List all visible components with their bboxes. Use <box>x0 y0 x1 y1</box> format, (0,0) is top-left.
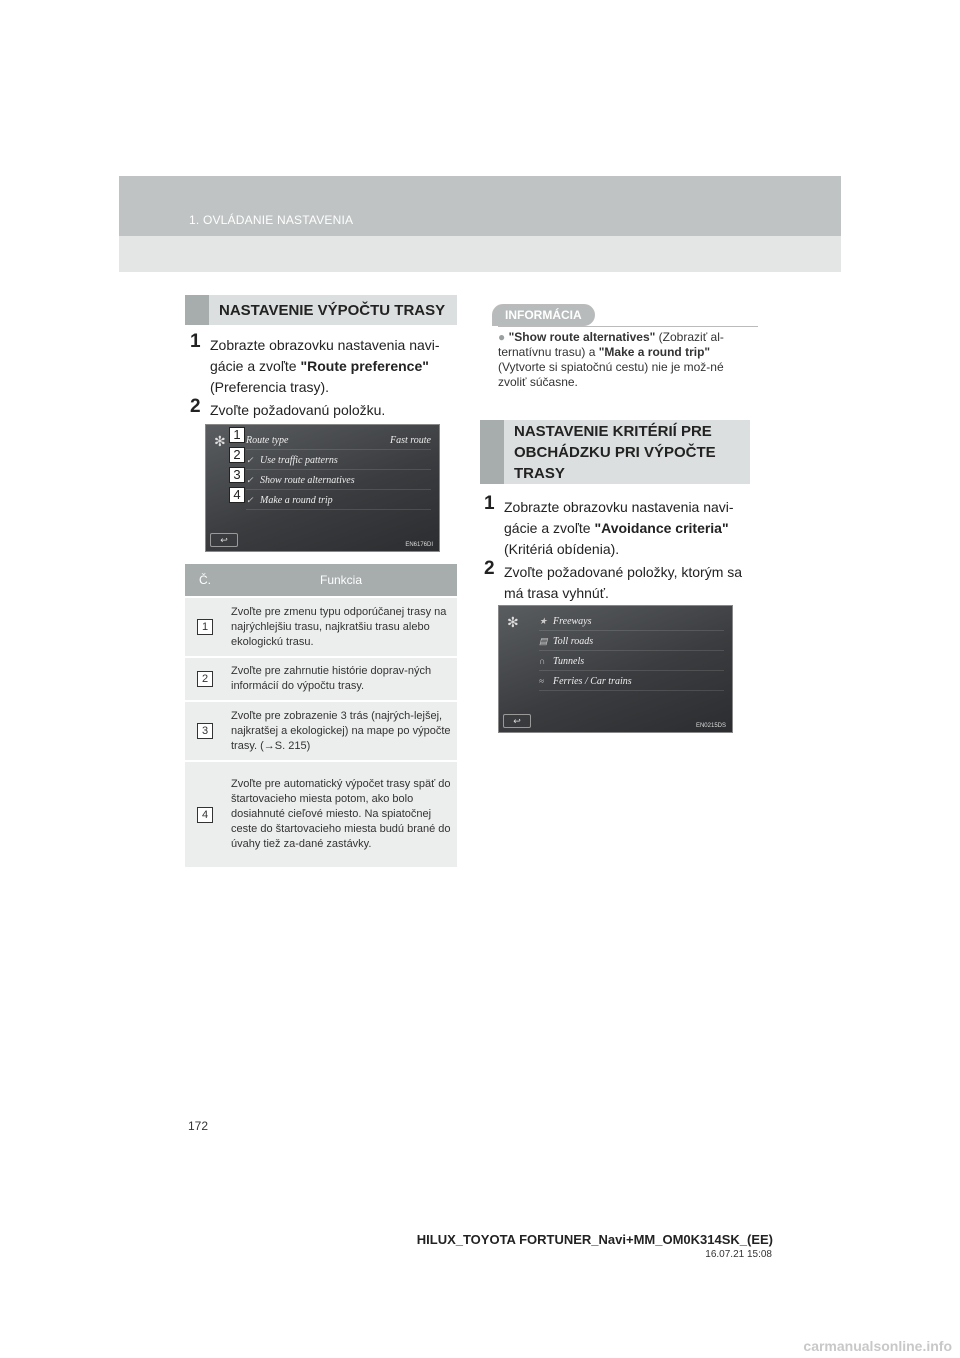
info-text <box>498 330 753 390</box>
info-divider <box>498 326 758 327</box>
toll-icon: ▤ <box>539 635 548 646</box>
left-heading-text: NASTAVENIE VÝPOČTU TRASY <box>219 301 446 319</box>
info-label: INFORMÁCIA <box>492 304 595 326</box>
back-arrow-icon: ↩ <box>503 714 531 728</box>
step-number: 2 <box>484 558 495 579</box>
right-step-1 <box>484 493 752 560</box>
image-code: EN0215DS <box>695 723 726 729</box>
site-watermark: carmanualsonline.info <box>803 1338 952 1354</box>
row-label: Toll roads <box>553 635 594 647</box>
row-label: Make a round trip <box>260 494 333 506</box>
page-number: 172 <box>188 1119 209 1133</box>
document-date: 16.07.21 15:08 <box>705 1249 772 1260</box>
step-number: 2 <box>190 396 201 417</box>
info-bold-1: "Show route alternatives" <box>508 330 656 344</box>
row-label: Ferries / Car trains <box>553 675 632 687</box>
check-icon: ✓ <box>246 494 254 505</box>
left-section-heading <box>185 295 457 325</box>
row-value: Fast route <box>389 434 431 446</box>
step-number: 1 <box>190 331 201 352</box>
info-bold-2: "Make a round trip" <box>598 345 711 359</box>
step-text-end: (Kritériá obídenia). <box>504 541 620 557</box>
callout-1: 1 <box>229 427 245 443</box>
avoidance-criteria-screenshot <box>498 605 733 733</box>
row-text: Zvoľte pre zobrazenie 3 trás (najrých-lejšej, najkratšej a ekologickej) na mape po výpočte trasy. (→S. 215) <box>225 701 457 761</box>
table-row <box>185 701 457 761</box>
row-number: 4 <box>185 761 225 867</box>
section-title: 1. OVLÁDANIE NASTAVENIA <box>189 213 354 227</box>
screen-row-round-trip <box>246 491 431 510</box>
info-text-2: (Vytvorte si spiatočnú cestu) nie je mož-né zvoliť súčasne. <box>498 360 724 389</box>
col-number-header: Č. <box>185 564 225 597</box>
gear-icon: ✻ <box>507 614 519 630</box>
row-text: Zvoľte pre automatický výpočet trasy späť do štartovacieho miesta potom, ako bolo dosiahnuté cieľové miesto. Na spiatočnej ceste do štartovacieho miesta budú brané do úvahy tiež za-dané zastávky. <box>225 761 457 867</box>
callout-3: 3 <box>229 467 245 483</box>
row-label: Tunnels <box>553 655 585 667</box>
info-text-1: (Zobraziť al-ternatívnu trasu) a <box>498 330 724 359</box>
callout-4: 4 <box>229 487 245 503</box>
freeway-icon: ★ <box>539 615 548 626</box>
left-step-1 <box>190 331 460 398</box>
screen-row-alternatives <box>246 471 431 490</box>
step-text: Zvoľte požadované položky, ktorým sa má trasa vyhnúť. <box>504 564 743 601</box>
screen-row-route-type <box>246 431 431 450</box>
right-section-heading <box>480 420 750 484</box>
back-arrow-icon: ↩ <box>210 533 238 547</box>
ferry-icon: ≈ <box>539 676 544 686</box>
screen-row-toll-roads <box>539 632 724 651</box>
row-label: Show route alternatives <box>260 474 355 486</box>
right-step-2 <box>484 558 752 604</box>
heading-bar <box>480 420 504 484</box>
row-text: Zvoľte pre zmenu typu odporúčanej trasy na najrýchlejšiu trasu, najkratšiu trasu alebo ekologickú trasu. <box>225 597 457 657</box>
table-row <box>185 657 457 701</box>
route-preference-screenshot <box>205 424 440 552</box>
callout-2: 2 <box>229 447 245 463</box>
header-band-lower <box>119 236 841 272</box>
row-text: Zvoľte pre zahrnutie histórie doprav-ných informácií do výpočtu trasy. <box>225 657 457 701</box>
table-header-row <box>185 564 457 597</box>
screen-row-ferries <box>539 672 724 691</box>
row-label: Freeways <box>553 615 592 627</box>
row-number: 3 <box>185 701 225 761</box>
gear-icon: ✻ <box>214 433 226 449</box>
step-text: Zobrazte obrazovku nastavenia navi-gácie a zvoľte <box>210 337 440 374</box>
row-label: Use traffic patterns <box>260 454 338 466</box>
step-text: Zobrazte obrazovku nastavenia navi-gácie a zvoľte <box>504 499 734 536</box>
tunnel-icon: ∩ <box>539 656 546 666</box>
step-text-end: (Preferencia trasy). <box>210 379 330 395</box>
screen-row-tunnels <box>539 652 724 671</box>
check-icon: ✓ <box>246 454 254 465</box>
row-number: 1 <box>185 597 225 657</box>
row-label: Route type <box>246 434 289 446</box>
table-row <box>185 761 457 867</box>
step-bold: "Avoidance criteria" <box>594 520 729 536</box>
col-function-header: Funkcia <box>225 564 457 597</box>
step-bold: "Route preference" <box>300 358 429 374</box>
document-id: HILUX_TOYOTA FORTUNER_Navi+MM_OM0K314SK_(EE) <box>416 1232 773 1247</box>
image-code: EN6176DI <box>405 542 433 548</box>
step-text: Zvoľte požadovanú položku. <box>210 402 386 418</box>
table-row <box>185 597 457 657</box>
row-number: 2 <box>185 657 225 701</box>
check-icon: ✓ <box>246 474 254 485</box>
screen-row-traffic <box>246 451 431 470</box>
screen-row-freeways <box>539 612 724 631</box>
function-table <box>185 564 457 867</box>
right-heading-text: NASTAVENIE KRITÉRIÍ PRE OBCHÁDZKU PRI VÝPOČTE TRASY <box>514 422 716 482</box>
left-step-2 <box>190 396 460 421</box>
header-band <box>119 176 841 236</box>
heading-bar <box>185 295 209 325</box>
bullet-icon: ● <box>498 330 506 344</box>
step-number: 1 <box>484 493 495 514</box>
